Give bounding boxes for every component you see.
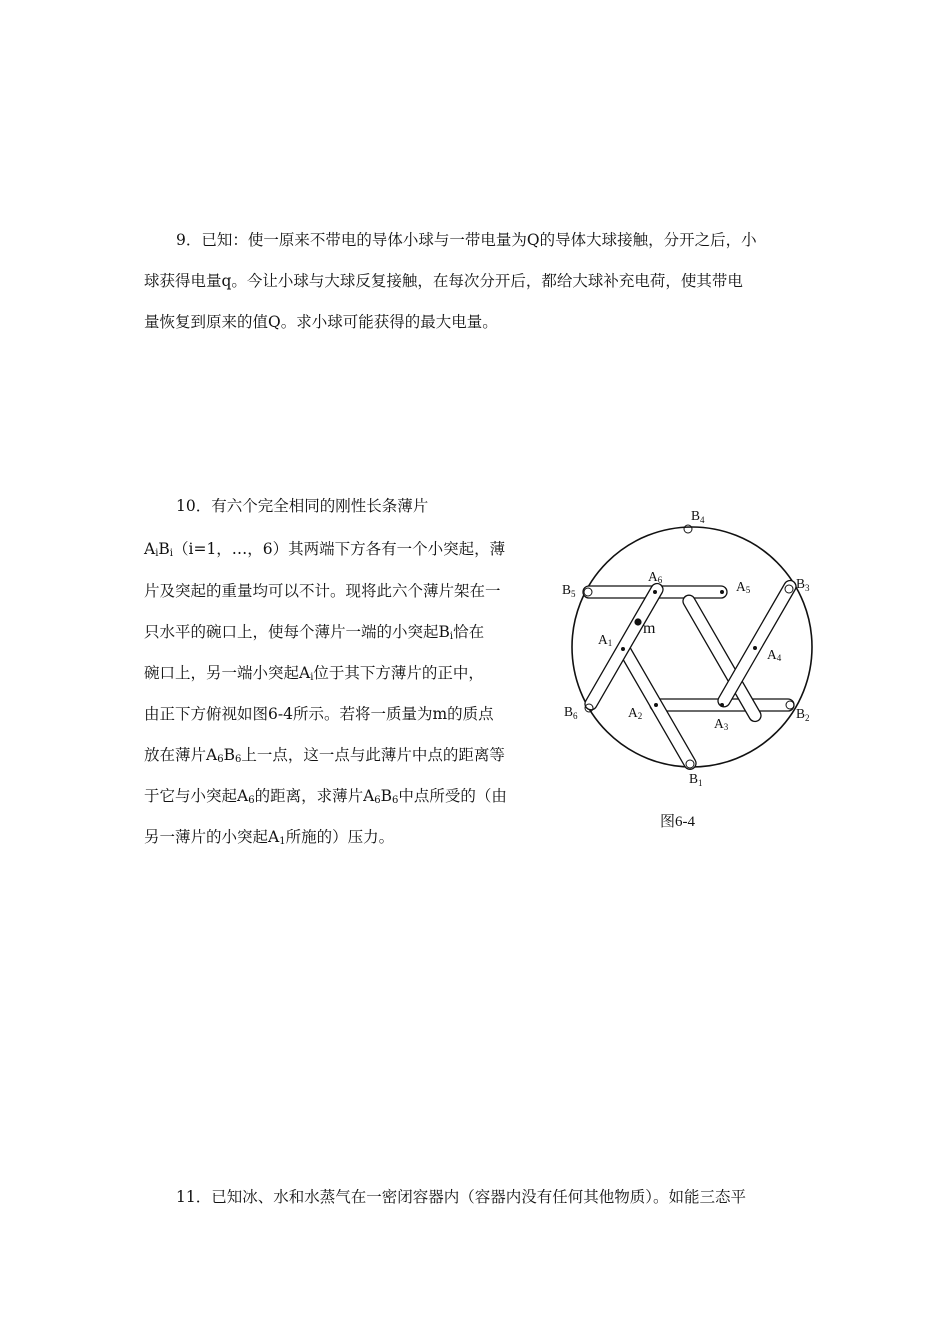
q10-line-3: 片及突起的重量均可以不计。现将此六个薄片架在一 (144, 582, 501, 600)
label-b5: $B_5$ (562, 582, 576, 599)
label-a4: A4 (767, 647, 782, 663)
q10-line-1: 10．有六个完全相同的刚性长条薄片 (176, 497, 429, 515)
strip-a3-b3 (716, 578, 798, 709)
mass-label: m (643, 620, 656, 637)
q9-line-1: 9．已知：使一原来不带电的导体小球与一带电量为Q的导体大球接触，分开之后，小 (176, 231, 757, 249)
label-a3: A3 (714, 716, 729, 732)
label-a6: A6 (648, 569, 663, 585)
figure-caption: 图6-4 (660, 814, 695, 830)
label-b3: $B_3$ (796, 576, 810, 593)
q9-line-3: 量恢复到原来的值Q。求小球可能获得的最大电量。 (144, 313, 498, 331)
label-b2: $B_2$ (796, 706, 810, 723)
q10-line-6: 由正下方俯视如图6-4所示。若将一质量为m的质点 (144, 705, 494, 723)
q10-line-5: 碗口上，另一端小突起$A_i$位于其下方薄片的正中， (144, 664, 484, 683)
label-b4: $B_4$ (691, 508, 705, 525)
label-b6: $B_6$ (564, 704, 578, 721)
label-b1: $B_1$ (689, 771, 703, 788)
mass-point (634, 618, 641, 625)
q11-line-1: 11．已知冰、水和水蒸气在一密闭容器内（容器内没有任何其他物质）。如能三态平 (176, 1188, 746, 1206)
q9-line-2: 球获得电量q。今让小球与大球反复接触，在每次分开后，都给大球补充电荷，使其带电 (144, 272, 743, 290)
q10-line-4: 只水平的碗口上，使每个薄片一端的小突起$B_i$恰在 (144, 623, 485, 642)
q10-line-7: 放在薄片$A_6B_6$上一点，这一点与此薄片中点的距离等 (144, 746, 505, 765)
label-a5: A5 (736, 579, 751, 595)
figure-6-4 (555, 500, 825, 790)
q10-line-2: $A_iB_i(i=1$，…，6）其两端下方各有一个小突起，薄 (144, 540, 506, 559)
label-a2: A2 (628, 705, 643, 721)
label-a1: A1 (598, 632, 613, 648)
q10-line-8: 于它与小突起$A_6$的距离，求薄片$A_6B_6$中点所受的（由 (144, 787, 507, 806)
q10-line-9: 另一薄片的小突起$A_1$所施的）压力。 (144, 828, 395, 847)
